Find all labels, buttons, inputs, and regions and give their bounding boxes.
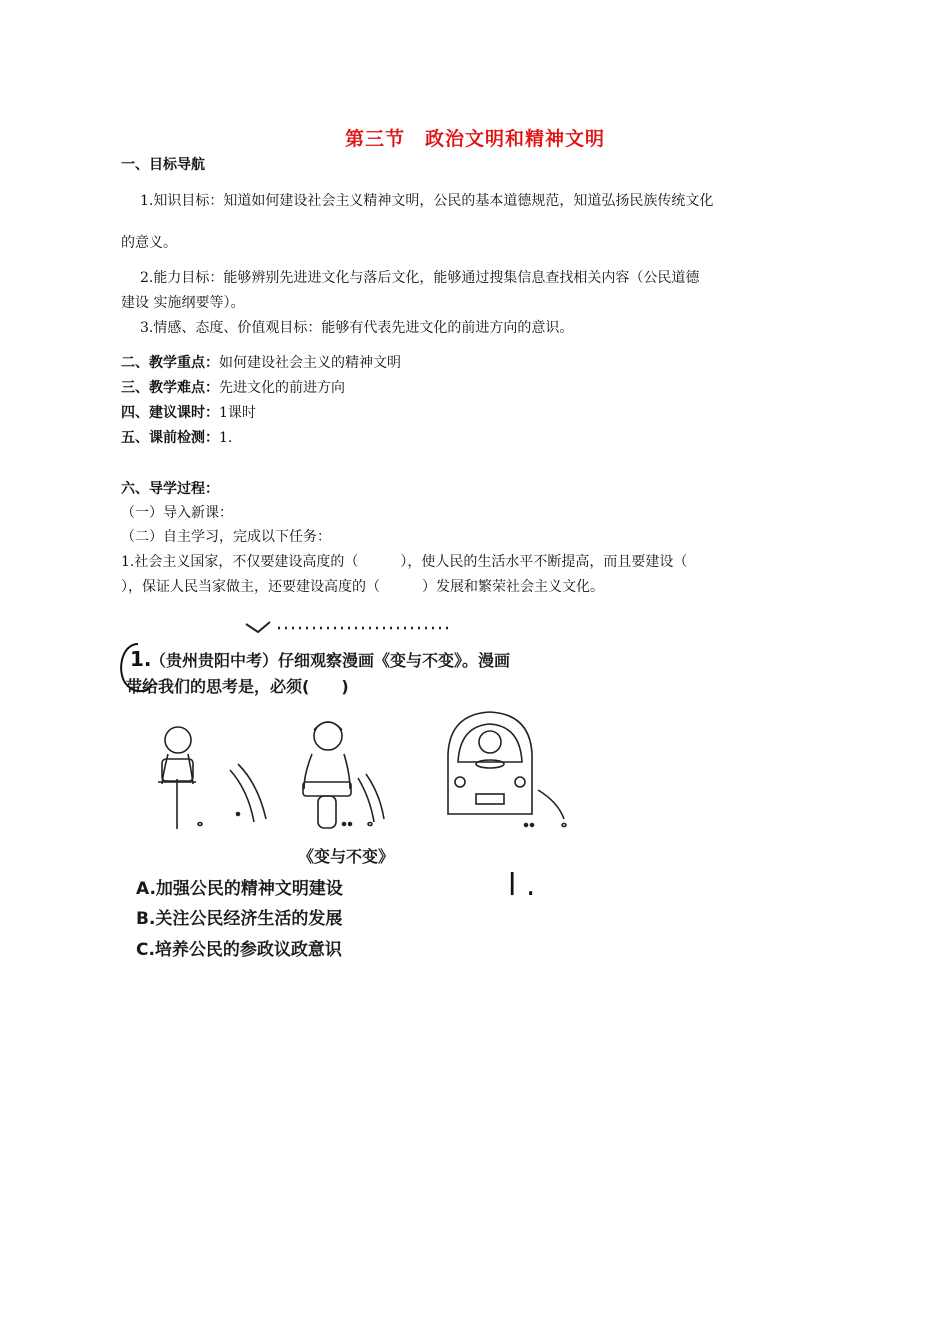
scanned-exercise [118,614,568,964]
objective-ability-line1: 2.能力目标：能够辨别先进进文化与落后文化，能够通过搜集信息查找相关内容（公民道德 [140,270,700,286]
scan-caption: 《变与不变》 [298,847,395,866]
page-title: 第三节 政治文明和精神文明 [344,128,605,150]
question-1-line2: ），保证人民当家做主，还要建设高度的（ ）发展和繁荣社会主义文化。 [121,579,604,595]
objective-attitude: 3.情感、态度、价值观目标：能够有代表先进文化的前进方向的意识。 [140,320,574,336]
car-driver-icon [448,712,566,827]
scan-artwork [118,614,568,964]
section-2 [121,352,401,372]
scan-option-a: A.加强公民的精神文明建设 [136,879,343,899]
section-5 [121,427,232,447]
motorbike-rider-icon [303,722,384,828]
section-6-sub1: （一）导入新课： [121,505,233,521]
check-mark-icon [246,622,270,632]
objective-knowledge-line2: 的意义。 [121,235,177,251]
section-2-text: 如何建设社会主义的精神文明 [219,355,401,371]
section-1-heading: 一、目标导航 [121,157,205,173]
objective-ability-line2: 建设 实施纲要等）。 [121,295,245,311]
section-6-heading: 六、导学过程： [121,481,219,497]
section-4 [121,402,256,422]
scan-question-line2: 带给我们的思考是，必须( ) [126,677,349,696]
section-3 [121,377,345,397]
scan-option-b: B.关注公民经济生活的发展 [136,909,343,929]
section-4-label: 四、建议课时： [121,405,219,421]
section-5-label: 五、课前检测： [121,430,219,446]
scan-question-number: 1. [130,647,152,671]
section-4-text: 1课时 [219,405,256,421]
scan-option-c: C.培养公民的参政议政意识 [136,940,342,960]
question-1-line1: 1.社会主义国家，不仅要建设高度的（ ），使人民的生活水平不断提高，而且要建设（ [121,554,688,570]
section-3-label: 三、教学难点： [121,380,219,396]
section-6-sub2: （二）自主学习，完成以下任务： [121,529,331,545]
section-2-label: 二、教学重点： [121,355,219,371]
scan-question-line1: （贵州贵阳中考）仔细观察漫画《变与不变》。漫画 [150,651,511,670]
handwritten-mark: l . [508,868,536,903]
bicycle-rider-icon [158,727,266,829]
objective-knowledge-line1: 1.知识目标：知道如何建设社会主义精神文明，公民的基本道德规范，知道弘扬民族传统文化 [140,193,714,209]
section-5-text: 1. [219,430,233,446]
section-3-text: 先进文化的前进方向 [219,380,345,396]
